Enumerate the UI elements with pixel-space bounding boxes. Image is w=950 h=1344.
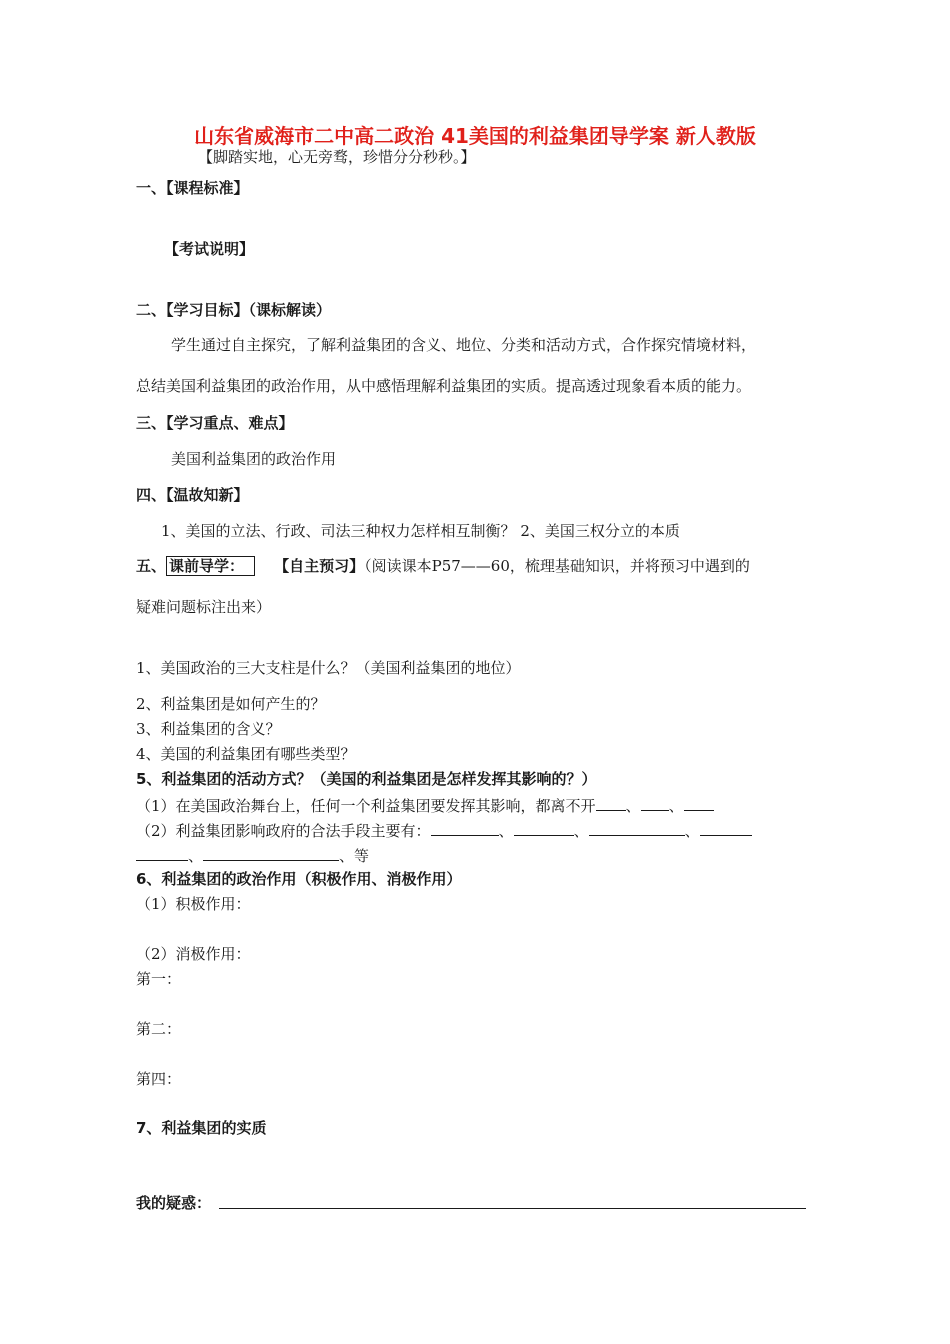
point-first: 第一： [136,970,182,988]
learning-goal-line-1: 学生通过自主探究，了解利益集团的含义、地位、分类和活动方式，合作探究情境材料， [171,336,757,354]
question-5-item-2 [136,819,752,841]
answer-blank[interactable] [431,819,499,836]
answer-blank[interactable] [596,794,626,811]
motto: 【脚踏实地，心无旁骛，珍惜分分秒秒。】 [198,148,476,166]
question-5-item-1-text: （1）在美国政治舞台上，任何一个利益集团要发挥其影响，都离不开 [136,797,596,815]
separator: 、 [625,797,641,815]
exam-description-heading: 【考试说明】 [164,240,255,258]
my-doubts-label: 我的疑惑： [136,1194,212,1212]
section-2-heading: 二、【学习目标】（课标解读） [136,301,332,319]
question-2: 2、利益集团是如何产生的？ [136,695,326,713]
answer-blank[interactable] [136,844,188,861]
answer-blank[interactable] [641,794,669,811]
my-doubts-answer-line[interactable] [219,1208,806,1209]
separator: 、 [684,822,700,840]
question-3: 3、利益集团的含义？ [136,720,281,738]
point-fourth: 第四： [136,1070,182,1088]
question-6: 6、利益集团的政治作用（积极作用、消极作用） [136,870,462,888]
question-5-item-2-text: （2）利益集团影响政府的合法手段主要有： [136,822,431,840]
question-4: 4、美国的利益集团有哪些类型？ [136,745,356,763]
question-6-positive: （1）积极作用： [136,895,251,913]
separator: 、 [188,847,204,865]
question-5-item-1 [136,794,714,816]
question-1: 1、美国政治的三大支柱是什么？（美国利益集团的地位） [136,659,521,677]
document-title: 山东省威海市二中高二政治 41美国的利益集团导学案 新人教版 [194,124,756,148]
section-5-line [136,556,750,576]
section-4-heading: 四、【温故知新】 [136,486,249,504]
separator: 、 [668,797,684,815]
pre-study-boxed-label: 课前导学： [166,556,255,576]
separator: 、 [573,822,589,840]
answer-blank[interactable] [589,819,685,836]
question-5-item-2-cont [136,844,369,866]
answer-blank[interactable] [514,819,574,836]
point-second: 第二： [136,1020,182,1038]
separator: 、 [498,822,514,840]
section-3-heading: 三、【学习重点、难点】 [136,414,294,432]
answer-blank[interactable] [700,819,752,836]
etc-suffix: 、等 [339,847,370,865]
key-point-text: 美国利益集团的政治作用 [171,450,337,468]
section-5-instruction-cont: 疑难问题标注出来） [136,598,272,616]
review-text: 1、美国的立法、行政、司法三种权力怎样相互制衡？ 2、美国三权分立的本质 [161,522,680,540]
question-5: 5、利益集团的活动方式？（美国的利益集团是怎样发挥其影响的？） [136,770,597,788]
learning-goal-line-2: 总结美国利益集团的政治作用，从中感悟理解利益集团的实质。提高透过现象看本质的能力。 [136,377,752,395]
self-preview-label: 【自主预习】 [274,557,365,575]
answer-blank[interactable] [684,794,714,811]
question-7: 7、利益集团的实质 [136,1119,267,1137]
section-5-prefix: 五、 [136,557,167,575]
question-6-negative: （2）消极作用： [136,945,251,963]
answer-blank[interactable] [203,844,339,861]
section-5-instruction: （阅读课本P57——60，梳理基础知识，并将预习中遇到的 [364,557,750,575]
section-1-heading: 一、【课程标准】 [136,179,249,197]
